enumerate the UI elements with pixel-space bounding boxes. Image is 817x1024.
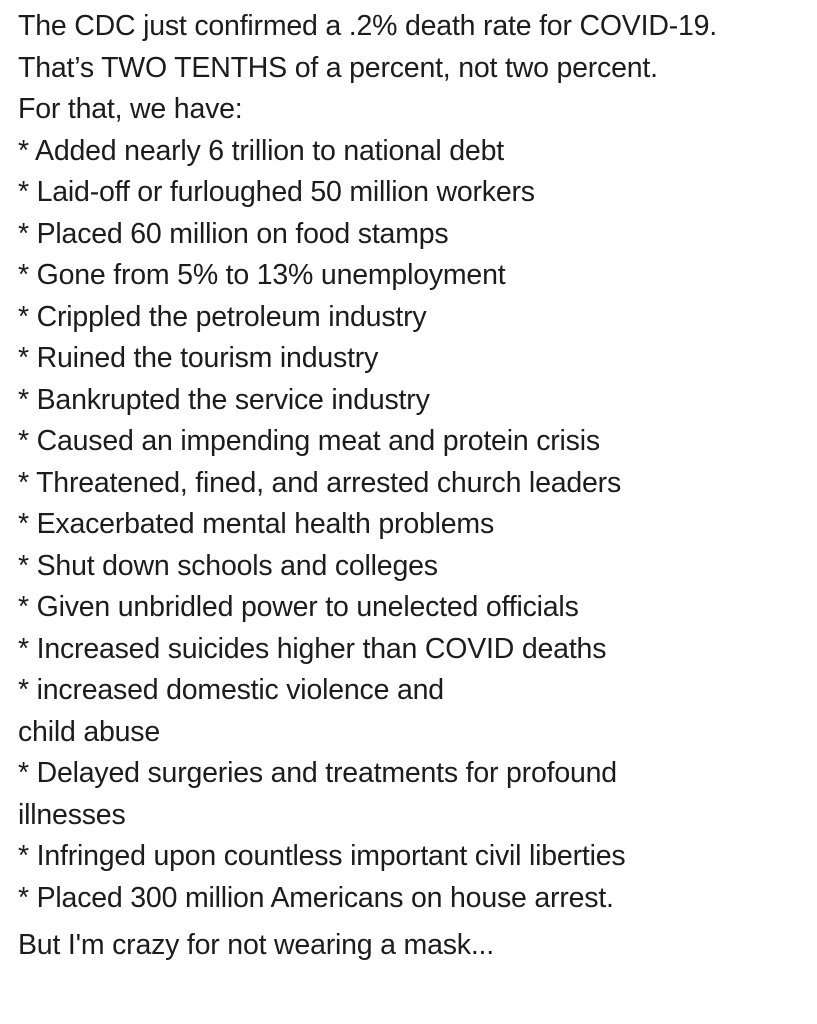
list-item [18,753,808,836]
intro-line: That’s TWO TENTHS of a percent, not two percent. [18,51,658,84]
list-item [18,546,808,588]
list-item-line: * Increased suicides higher than COVID deaths [18,632,607,665]
list-item-line: * Crippled the petroleum industry [18,300,427,333]
list-item-line: * Added nearly 6 trillion to national debt [18,134,504,167]
list-item [18,504,808,546]
list-item [18,836,808,878]
list-item-line: child abuse [18,715,160,748]
list-item-line: * Gone from 5% to 13% unemployment [18,259,506,291]
list-item-line: * Caused an impending meat and protein crisis [18,425,600,457]
list-item-line: * Given unbridled power to unelected officials [18,591,579,623]
list-item-line: * Exacerbated mental health problems [18,508,494,540]
list-item [18,463,808,505]
list-item [18,421,808,463]
list-item [18,629,808,671]
list-item [18,380,808,422]
list-item [18,297,808,339]
post-closing: But I'm crazy for not wearing a mask... [18,929,494,961]
list-item-line: * Placed 300 million Americans on house arrest. [18,881,614,914]
list-item-line: * Delayed surgeries and treatments for profound [18,757,617,789]
list-item-line: * Placed 60 million on food stamps [18,217,449,250]
grievance-list [18,131,808,920]
list-item [18,878,808,920]
list-item-line: * Ruined the tourism industry [18,342,379,374]
list-item [18,670,808,753]
list-item-line: * Laid-off or furloughed 50 million workers [18,176,535,208]
list-item [18,587,808,629]
intro-line: The CDC just confirmed a .2% death rate for COVID-19. [18,10,718,42]
post-text [18,6,808,967]
list-item-line: * Bankrupted the service industry [18,383,430,416]
list-item-line: * Infringed upon countless important civil liberties [18,840,626,872]
list-item [18,255,808,297]
list-item [18,214,808,256]
post-intro [18,6,808,89]
list-item [18,172,808,214]
list-item-line: * increased domestic violence and [18,674,444,706]
list-item-line: * Shut down schools and colleges [18,549,438,582]
list-item [18,338,808,380]
list-item-line: illnesses [18,798,126,831]
list-item-line: * Threatened, fined, and arrested church leaders [18,466,622,499]
list-lead: For that, we have: [18,93,243,125]
list-item [18,131,808,173]
